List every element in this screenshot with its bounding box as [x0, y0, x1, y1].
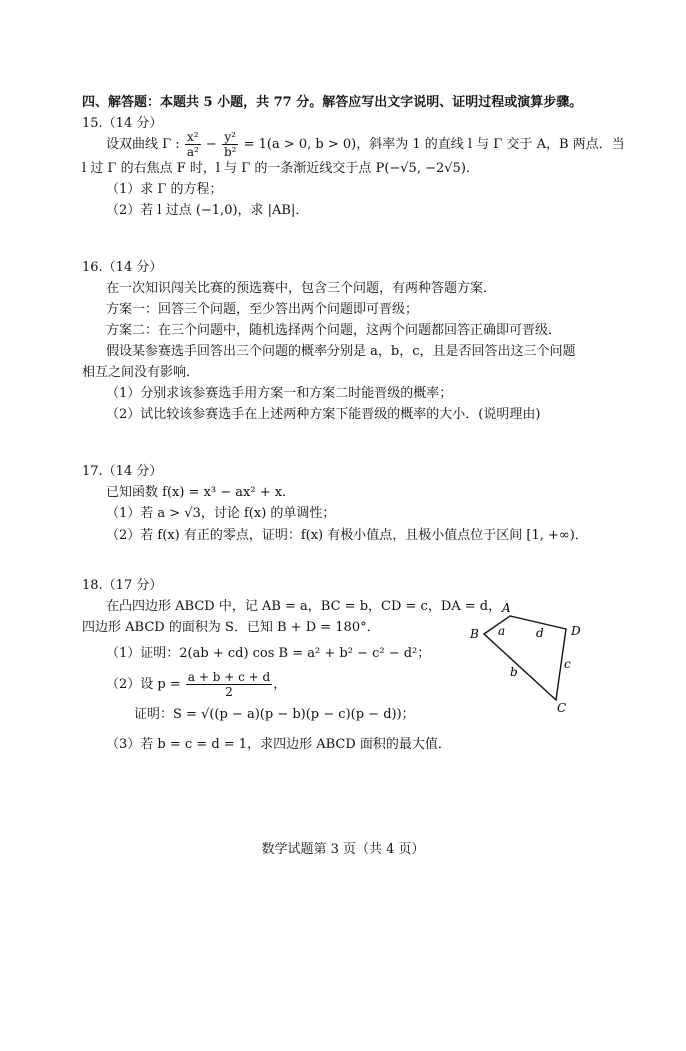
q18-title: 18.（17 分）	[82, 578, 163, 593]
q15-line2: l 过 Γ 的右焦点 F 时，l 与 Γ 的一条渐近线交于点 P(−√5, −2√5)．	[82, 161, 479, 176]
q16-part2: （2）试比较该参赛选手在上述两种方案下能晋级的概率的大小．(说明理由)	[106, 407, 541, 422]
vertex-D-label: D	[571, 624, 581, 638]
q15-frac1-den: a²	[186, 145, 199, 159]
q16-line1: 在一次知识闯关比赛的预选赛中，包含三个问题，有两种答题方案．	[106, 281, 497, 296]
side-a-label: a	[498, 624, 506, 638]
side-c-label: c	[564, 657, 571, 671]
q18-part2-num: a + b + c + d	[187, 670, 271, 684]
q16-line4: 假设某参赛选手回答出三个问题的概率分别是 a，b，c，且是否回答出这三个问题	[106, 344, 576, 359]
q16-title: 16.（14 分）	[82, 260, 163, 275]
q15-line1-pre: 设双曲线 Γ :	[106, 137, 184, 152]
q17-title: 17.（14 分）	[82, 464, 163, 479]
q15-minus: −	[201, 137, 221, 152]
q15-frac2-num: y²	[222, 130, 239, 145]
q17-part2: （2）若 f(x) 有正的零点，证明：f(x) 有极小值点，且极小值点位于区间 [1, +∞)．	[106, 528, 588, 543]
quadrilateral-figure	[468, 600, 598, 715]
side-d-label: d	[536, 626, 544, 640]
q16-line3: 方案二：在三个问题中，随机选择两个问题，这两个问题都回答正确即可晋级．	[106, 323, 562, 338]
q15-frac1-num: x²	[185, 130, 201, 145]
quadrilateral-shape	[484, 616, 566, 700]
q15-part1: （1）求 Γ 的方程；	[106, 182, 223, 197]
q15-line1-post: = 1(a > 0, b > 0)，斜率为 1 的直线 l 与 Γ 交于 A，B 两点．当	[239, 137, 625, 152]
q18-line2: 四边形 ABCD 的面积为 S．已知 B + D = 180°．	[82, 620, 380, 635]
q18-line1: 在凸四边形 ABCD 中，记 AB = a，BC = b，CD = c，DA = d，	[106, 599, 502, 614]
vertex-B-label: B	[470, 627, 479, 641]
q18-part2	[106, 669, 286, 701]
q18-part2-frac	[186, 670, 272, 699]
q15-frac2-den: b²	[223, 145, 237, 159]
q15-frac1	[185, 130, 201, 159]
vertex-C-label: C	[557, 701, 567, 715]
q16-line2: 方案一：回答三个问题，至少答出两个问题即可晋级；	[106, 302, 419, 317]
q18-part3: （3）若 b = c = d = 1，求四边形 ABCD 面积的最大值．	[106, 737, 451, 752]
vertex-A-label: A	[502, 601, 511, 615]
q18-part2-post: ，	[273, 677, 287, 692]
q18-part2-line2: 证明：S = √((p − a)(p − b)(p − c)(p − d))；	[134, 707, 415, 722]
q15-line1	[106, 130, 625, 160]
section-header: 四、解答题：本题共 5 小题，共 77 分。解答应写出文字说明、证明过程或演算步骤。	[82, 95, 583, 110]
side-b-label: b	[510, 665, 518, 679]
q15-frac2	[222, 130, 239, 159]
q17-line1: 已知函数 f(x) = x³ − ax² + x．	[106, 485, 296, 500]
q16-part1: （1）分别求该参赛选手用方案一和方案二时能晋级的概率；	[106, 386, 453, 401]
q18-part2-den: 2	[225, 685, 233, 699]
q17-part1: （1）若 a > √3，讨论 f(x) 的单调性；	[106, 506, 336, 521]
page-footer: 数学试题第 3 页（共 4 页）	[261, 842, 425, 857]
q18-part1: （1）证明：2(ab + cd) cos B = a² + b² − c² − d²；	[106, 646, 431, 661]
q18-part2-pre: （2）设 p =	[106, 677, 185, 692]
q15-part2: （2）若 l 过点 (−1,0)，求 |AB|．	[106, 203, 309, 218]
q15-title: 15.（14 分）	[82, 116, 163, 131]
q16-line5: 相互之间没有影响．	[82, 365, 200, 380]
